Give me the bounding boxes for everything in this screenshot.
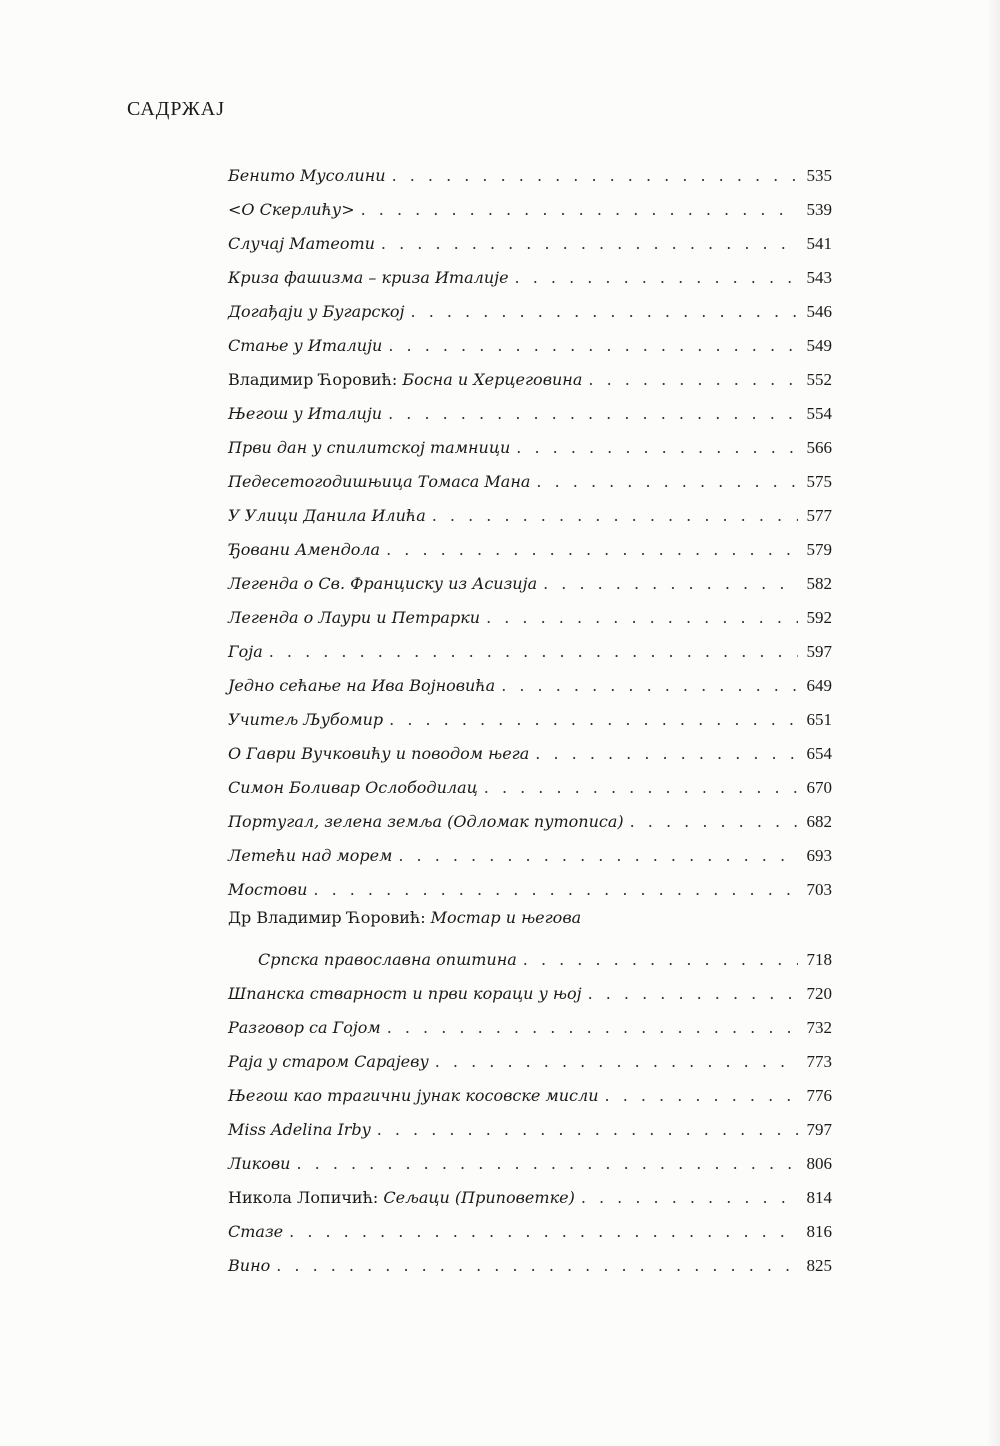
toc-entry-title-group: [228, 1052, 435, 1071]
toc-page-number: 549: [806, 336, 832, 355]
toc-entry-title: Стање у Италији: [228, 336, 383, 355]
toc-entry-title: Гоја: [228, 642, 263, 661]
toc-page-number: 682: [806, 812, 832, 831]
toc-leader-dots: [313, 880, 798, 899]
toc-entry-title: Симон Боливар Ослободилац: [228, 778, 478, 797]
toc-entry-title: Босна и Херцеговина: [402, 370, 583, 389]
toc-page-number: 582: [806, 574, 832, 593]
toc-entry-title-group: [228, 1018, 387, 1037]
toc-leader-dots: [389, 710, 798, 729]
toc-entry-author: Никола Лопичић:: [228, 1188, 384, 1207]
toc-entry-title-group: [228, 744, 535, 763]
toc-entry-title-group: [228, 540, 386, 559]
toc-entry-first-line: [228, 908, 581, 927]
toc-entry-title: Мостови: [228, 880, 308, 899]
toc-leader-dots: [515, 268, 798, 287]
toc-entry-title: Његош у Италији: [228, 404, 383, 423]
toc-leader-dots: [536, 472, 798, 491]
toc-entry: [228, 598, 832, 632]
toc-entry: [228, 292, 832, 326]
toc-entry-title: Учитељ Љубомир: [228, 710, 384, 729]
toc-entry-title-group: [228, 370, 588, 389]
toc-leader-dots: [484, 778, 798, 797]
table-of-contents: [228, 156, 832, 1280]
toc-entry-title-group: [228, 1222, 289, 1241]
toc-page-number: 816: [806, 1222, 832, 1241]
toc-entry: [228, 1212, 832, 1246]
toc-leader-dots: [435, 1052, 798, 1071]
toc-leader-dots: [523, 950, 798, 969]
toc-entry-title-group: [228, 336, 388, 355]
toc-leader-dots: [432, 506, 798, 525]
toc-page-number: 552: [806, 370, 832, 389]
toc-entry-title: Педесетогодишњица Томаса Мана: [228, 472, 531, 491]
toc-leader-dots: [398, 846, 798, 865]
toc-entry: [228, 1110, 832, 1144]
toc-leader-dots: [630, 812, 798, 831]
toc-entry-title-group: [228, 166, 392, 185]
toc-entry-title-group: [228, 1188, 581, 1207]
toc-entry: [228, 190, 832, 224]
toc-entry: [228, 974, 832, 1008]
toc-entry-author: Владимир Ћоровић:: [228, 370, 403, 389]
toc-leader-dots: [411, 302, 798, 321]
toc-leader-dots: [588, 370, 798, 389]
toc-entry-title: Стазе: [228, 1222, 284, 1241]
toc-entry-title-group: [228, 268, 515, 287]
toc-entry: [228, 428, 832, 462]
toc-entry-title-group: [228, 200, 361, 219]
toc-entry-title-group: [228, 778, 484, 797]
toc-entry: [228, 1246, 832, 1280]
toc-entry-title: Легенда о Лаури и Петрарки: [228, 608, 481, 627]
toc-page-number: 649: [806, 676, 832, 695]
toc-entry-title-group: [228, 1256, 276, 1275]
toc-entry-title-group: [228, 710, 389, 729]
toc-leader-dots: [377, 1120, 798, 1139]
toc-entry-title-group: [228, 1120, 377, 1139]
toc-entry-title-group: [228, 404, 388, 423]
toc-page-number: 773: [806, 1052, 832, 1071]
toc-entry-title: Раја у старом Сарајеву: [228, 1052, 429, 1071]
toc-entry-title: Први дан у спилитској тамници: [228, 438, 511, 457]
toc-entry-author: Др Владимир Ћоровић:: [228, 908, 431, 927]
toc-page-number: 543: [806, 268, 832, 287]
toc-page-number: 776: [806, 1086, 832, 1105]
toc-entry: [228, 734, 832, 768]
toc-entry: [228, 1008, 832, 1042]
toc-page-number: 703: [806, 880, 832, 899]
toc-entry-title-group: [228, 1154, 296, 1173]
toc-entry-title-group: [228, 608, 486, 627]
toc-leader-dots: [269, 642, 798, 661]
toc-entry: [228, 224, 832, 258]
toc-entry: [228, 564, 832, 598]
toc-entry-title-continued: Српска православна општина: [258, 950, 517, 969]
toc-entry: [228, 326, 832, 360]
toc-page-number: 654: [806, 744, 832, 763]
toc-entry-second-line: [258, 950, 832, 970]
toc-entry-title-group: [228, 438, 516, 457]
toc-leader-dots: [501, 676, 798, 695]
toc-page-number: 670: [806, 778, 832, 797]
toc-entry-title: Једно сећање на Ива Војновића: [228, 676, 496, 695]
toc-entry: [228, 1144, 832, 1178]
toc-entry: [228, 496, 832, 530]
toc-page-number: 720: [806, 984, 832, 1003]
toc-entry-title: Његош као трагични јунак косовске мисли: [228, 1086, 599, 1105]
toc-entry-title-group: [228, 302, 411, 321]
toc-entry: [228, 802, 832, 836]
toc-page-number: 546: [806, 302, 832, 321]
toc-entry-title: Португал, зелена земља (Одломак путописа): [228, 812, 624, 831]
toc-entry: [228, 904, 832, 974]
toc-leader-dots: [381, 234, 798, 253]
toc-entry-title: Догађаји у Бугарској: [228, 302, 405, 321]
toc-page-number: 554: [806, 404, 832, 423]
toc-page-number: 718: [806, 950, 832, 969]
toc-entry: [228, 360, 832, 394]
toc-page-number: 577: [806, 506, 832, 525]
toc-entry-title-group: [228, 880, 313, 899]
toc-page-number: 806: [806, 1154, 832, 1173]
toc-entry-title: Легенда о Св. Франциску из Асизија: [228, 574, 538, 593]
toc-leader-dots: [588, 984, 798, 1003]
toc-entry: [228, 394, 832, 428]
toc-page-number: 597: [806, 642, 832, 661]
toc-page-number: 814: [806, 1188, 832, 1207]
toc-entry: [228, 1042, 832, 1076]
toc-page-number: 575: [806, 472, 832, 491]
toc-entry-title-group: [228, 812, 630, 831]
toc-entry: [228, 530, 832, 564]
toc-entry-title-group: [228, 676, 501, 695]
toc-leader-dots: [581, 1188, 798, 1207]
toc-entry-title: <О Скерлићу>: [228, 200, 355, 219]
toc-entry: [228, 836, 832, 870]
toc-leader-dots: [516, 438, 798, 457]
toc-entry-title: Вино: [228, 1256, 271, 1275]
toc-leader-dots: [543, 574, 798, 593]
toc-entry-title-group: [228, 472, 536, 491]
toc-entry-title-group: [228, 1086, 605, 1105]
toc-page-number: 825: [806, 1256, 832, 1275]
page-edge-shadow: [986, 0, 1000, 1446]
toc-leader-dots: [386, 540, 798, 559]
toc-entry: [228, 462, 832, 496]
toc-page-number: 566: [806, 438, 832, 457]
toc-leader-dots: [276, 1256, 798, 1275]
toc-leader-dots: [388, 404, 798, 423]
toc-entry: [228, 700, 832, 734]
toc-leader-dots: [605, 1086, 798, 1105]
toc-entry-title: Мостар и његова: [430, 908, 582, 927]
toc-leader-dots: [392, 166, 798, 185]
toc-entry-title-group: [228, 846, 398, 865]
toc-entry-title: Miss Adelina Irby: [228, 1120, 371, 1139]
toc-page-number: 592: [806, 608, 832, 627]
toc-page-number: 651: [806, 710, 832, 729]
toc-entry: [228, 1178, 832, 1212]
toc-entry-title-group: [228, 506, 432, 525]
toc-leader-dots: [361, 200, 798, 219]
toc-entry-title-group: [228, 642, 269, 661]
toc-entry-title: Сељаци (Приповетке): [383, 1188, 575, 1207]
toc-page-number: 693: [806, 846, 832, 865]
toc-leader-dots: [486, 608, 798, 627]
toc-entry: [228, 156, 832, 190]
toc-entry: [228, 632, 832, 666]
toc-entry: [228, 666, 832, 700]
toc-entry-title: О Гаври Вучковићу и поводом њега: [228, 744, 530, 763]
toc-entry-title-group: [228, 984, 588, 1003]
toc-page-number: 539: [806, 200, 832, 219]
toc-entry: [228, 768, 832, 802]
toc-leader-dots: [296, 1154, 798, 1173]
toc-leader-dots: [535, 744, 798, 763]
toc-leader-dots: [388, 336, 798, 355]
toc-page-number: 797: [806, 1120, 832, 1139]
page-heading: САДРЖАЈ: [127, 98, 225, 120]
toc-leader-dots: [387, 1018, 798, 1037]
toc-entry: [228, 258, 832, 292]
toc-entry: [228, 870, 832, 904]
toc-page-number: 579: [806, 540, 832, 559]
toc-leader-dots: [289, 1222, 798, 1241]
toc-page-number: 535: [806, 166, 832, 185]
toc-entry-title-group: [228, 234, 381, 253]
toc-entry-title: Ликови: [228, 1154, 291, 1173]
toc-entry-title: Летећи над морем: [228, 846, 393, 865]
toc-entry-title: Криза фашизма – криза Италије: [228, 268, 509, 287]
toc-page-number: 541: [806, 234, 832, 253]
toc-entry-title: Случај Матеоти: [228, 234, 375, 253]
toc-entry-title: Бенито Мусолини: [228, 166, 386, 185]
toc-entry-title: Разговор са Гојом: [228, 1018, 381, 1037]
toc-entry-title: У Улици Данила Илића: [228, 506, 426, 525]
toc-entry: [228, 1076, 832, 1110]
toc-page-number: 732: [806, 1018, 832, 1037]
toc-entry-title-group: [228, 574, 543, 593]
toc-entry-title: Шпанска стварност и први кораци у њој: [228, 984, 582, 1003]
toc-entry-title: Ђовани Амендола: [228, 540, 381, 559]
